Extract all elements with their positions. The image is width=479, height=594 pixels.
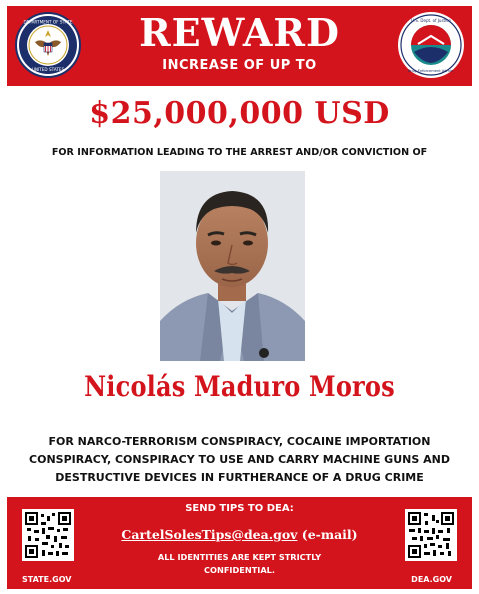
portrait-photo [160,171,305,361]
charges-text [22,433,457,487]
confidentiality-line: CONFIDENTIAL. [204,565,275,575]
footer-band [7,497,472,589]
tips-email-row [7,527,472,542]
info-line: FOR INFORMATION LEADING TO THE ARREST AND/OR CONVICTION OF [51,147,428,158]
charges-line: FOR NARCO-TERRORISM CONSPIRACY, COCAINE IMPORTATION [48,435,431,448]
reward-title: REWARD [139,10,340,55]
svg-text:Drug Enforcement Admin.: Drug Enforcement Admin. [407,69,455,73]
charges-line: DESTRUCTIVE DEVICES IN FURTHERANCE OF A DRUG CRIME [55,471,424,484]
confidentiality-line: ALL IDENTITIES ARE KEPT STRICTLY [157,552,322,562]
tips-title: SEND TIPS TO DEA: [185,503,294,514]
svg-text:DEPARTMENT OF STATE: DEPARTMENT OF STATE [23,19,73,25]
reward-amount: $25,000,000 USD [89,96,390,131]
qr-code-icon[interactable] [405,509,457,561]
wanted-person-name: Nicolás Maduro Moros [84,370,395,403]
email-suffix: (e-mail) [297,527,358,542]
header-band [7,6,472,86]
tips-email-link[interactable]: CartelSolesTips@dea.gov [121,527,298,542]
charges-line: CONSPIRACY, CONSPIRACY TO USE AND CARRY MACHINE GUNS AND [29,453,450,466]
confidentiality-note [7,551,472,577]
state-gov-link[interactable]: STATE.GOV [22,575,72,584]
reward-subtitle: INCREASE OF UP TO [162,58,317,73]
dea-gov-link[interactable]: DEA.GOV [411,575,452,584]
svg-text:UNITED STATES: UNITED STATES [31,67,65,72]
svg-text:U.S. Dept. of Justice: U.S. Dept. of Justice [411,18,451,23]
dea-seal-icon [398,12,464,78]
